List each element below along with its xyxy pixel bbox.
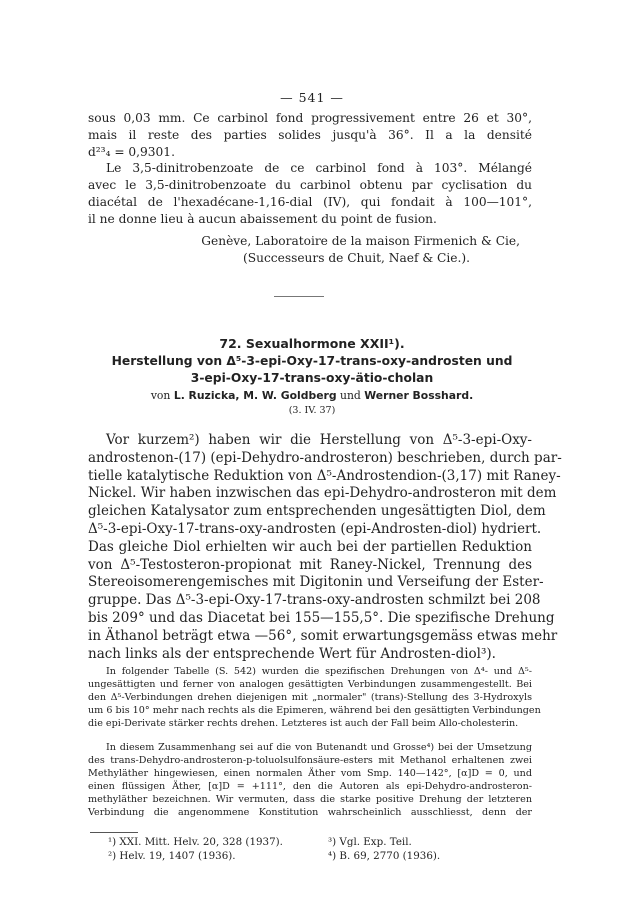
section-divider [274,296,324,297]
text-line: il ne donne lieu à aucun abaissement du point de fusion. [88,211,437,226]
text-line: um 6 bis 10° mehr nach rechts als die Epimeren, während bei den gesättigten Verbindungen [88,705,541,717]
text-line: mais il reste des parties solides jusqu'à 36°. Il a la densité [88,127,532,142]
text-line: Vor kurzem²) haben wir die Herstellung von Δ⁵-3-epi-Oxy- [106,432,532,448]
small-paragraph-table-note [88,665,541,730]
text-line: androstenon-(17) (epi-Dehydro-androsteron) beschrieben, durch par- [88,449,562,466]
footnote-rule [90,832,138,833]
article-title: 72. Sexualhormone XXII¹). [219,336,405,351]
text-line: ungesättigten und ferner von analogen gesättigten Verbindungen zusammengestellt. Bei [88,679,532,691]
text-line: nach links als der entsprechende Wert für Androsten-diol³). [88,645,496,662]
laboratory-signature [88,233,532,267]
signature-line: (Successeurs de Chuit, Naef & Cie.). [243,250,470,265]
text-line: von Δ⁵-Testosteron-propionat mit Raney-Nickel, Trennung des [88,556,532,573]
text-line: gruppe. Das Δ⁵-3-epi-Oxy-17-trans-oxy-androsten schmilzt bei 208 [88,592,541,609]
text-line: Δ⁵-3-epi-Oxy-17-trans-oxy-androsten (epi-Androsten-diol) hydriert. [88,520,542,537]
footnote-4: ⁴) B. 69, 2770 (1936). [328,850,441,862]
article-date: (3. IV. 37) [288,405,336,416]
text-line: des trans-Dehydro-androsteron-p-toluolsulfonsäure-esters mit Methanol erhaltenen zwei [88,755,532,767]
article-subtitle: 3-epi-Oxy-17-trans-oxy-ätio-cholan [190,371,434,385]
article-subtitle: Herstellung von Δ⁵-3-epi-Oxy-17-trans-oxy-androsten und [111,354,513,368]
text-line: tielle katalytische Reduktion von Δ⁵-Androstendion-(3,17) mit Raney- [88,467,561,484]
text-line: In folgender Tabelle (S. 542) wurden die spezifischen Drehungen von Δ⁴- und Δ⁵- [106,666,532,677]
text-line: den Δ⁵-Verbindungen drehen diejenigen mit „normaler" (trans)-Stellung des 3-Hydroxyls [88,692,532,704]
text-line: Verbindung die angenommene Konstitution wahrscheinlich ausschliesst, denn der [88,807,532,819]
author-name: Werner Bosshard. [364,389,474,402]
small-paragraph-butenandt [88,741,532,820]
text-line: d²³₄ = 0,9301. [88,144,175,159]
author-names: L. Ruzicka, M. W. Goldberg [173,389,337,402]
text-line: einen flüssigen Äther, [α]D = +111°, den die Autoren als epi-Dehydro-androsteron- [88,781,532,793]
signature-line: Genève, Laboratoire de la maison Firmenich & Cie, [201,234,520,248]
body-paragraph [88,432,562,663]
article-authors [0,389,624,402]
authors-von: von [150,389,171,402]
text-line: methyläther bezeichnen. Wir vermuten, dass die starke positive Drehung der letzteren [88,794,532,806]
text-line: diacétal de l'hexadécane-1,16-dial (IV), qui fondait à 100—101°, [88,194,532,209]
text-line: Nickel. Wir haben inzwischen das epi-Dehydro-androsteron mit dem [88,485,557,502]
footnote-2: ²) Helv. 19, 1407 (1936). [108,850,236,862]
footnote-1: ¹) XXI. Mitt. Helv. 20, 328 (1937). [108,836,283,848]
text-line: sous 0,03 mm. Ce carbinol fond progressivement entre 26 et 30°, [88,111,532,125]
text-line: avec le 3,5-dinitrobenzoate du carbinol obtenu par cyclisation du [88,178,532,193]
text-line: in Äthanol beträgt etwa —56°, somit erwartungsgemäss etwas mehr [88,627,558,644]
text-line: Das gleiche Diol erhielten wir auch bei der partiellen Reduktion [88,538,532,555]
text-line: Le 3,5-dinitrobenzoate de ce carbinol fond à 103°. Mélangé [106,161,532,176]
text-line: Stereoisomerengemisches mit Digitonin und Verseifung der Ester- [88,574,544,591]
text-line: bis 209° und das Diacetat bei 155—155,5°. Die spezifische Drehung [88,609,555,626]
page-number: — 541 — [280,90,344,105]
authors-und: und [340,389,361,402]
text-line: gleichen Katalysator zum entsprechenden ungesättigten Diol, dem [88,503,546,520]
intro-paragraph [88,110,532,228]
footnote-3: ³) Vgl. Exp. Teil. [328,836,412,848]
text-line: Methyläther hingewiesen, einen normalen Äther vom Smp. 140—142°, [α]D = 0, und [88,768,532,780]
text-line: die epi-Derivate stärker rechts drehen. Letzteres ist auch der Fall beim Allo-cholesterin. [88,718,519,730]
text-line: In diesem Zusammenhang sei auf die von Butenandt und Grosse⁴) bei der Umsetzung [106,742,532,753]
